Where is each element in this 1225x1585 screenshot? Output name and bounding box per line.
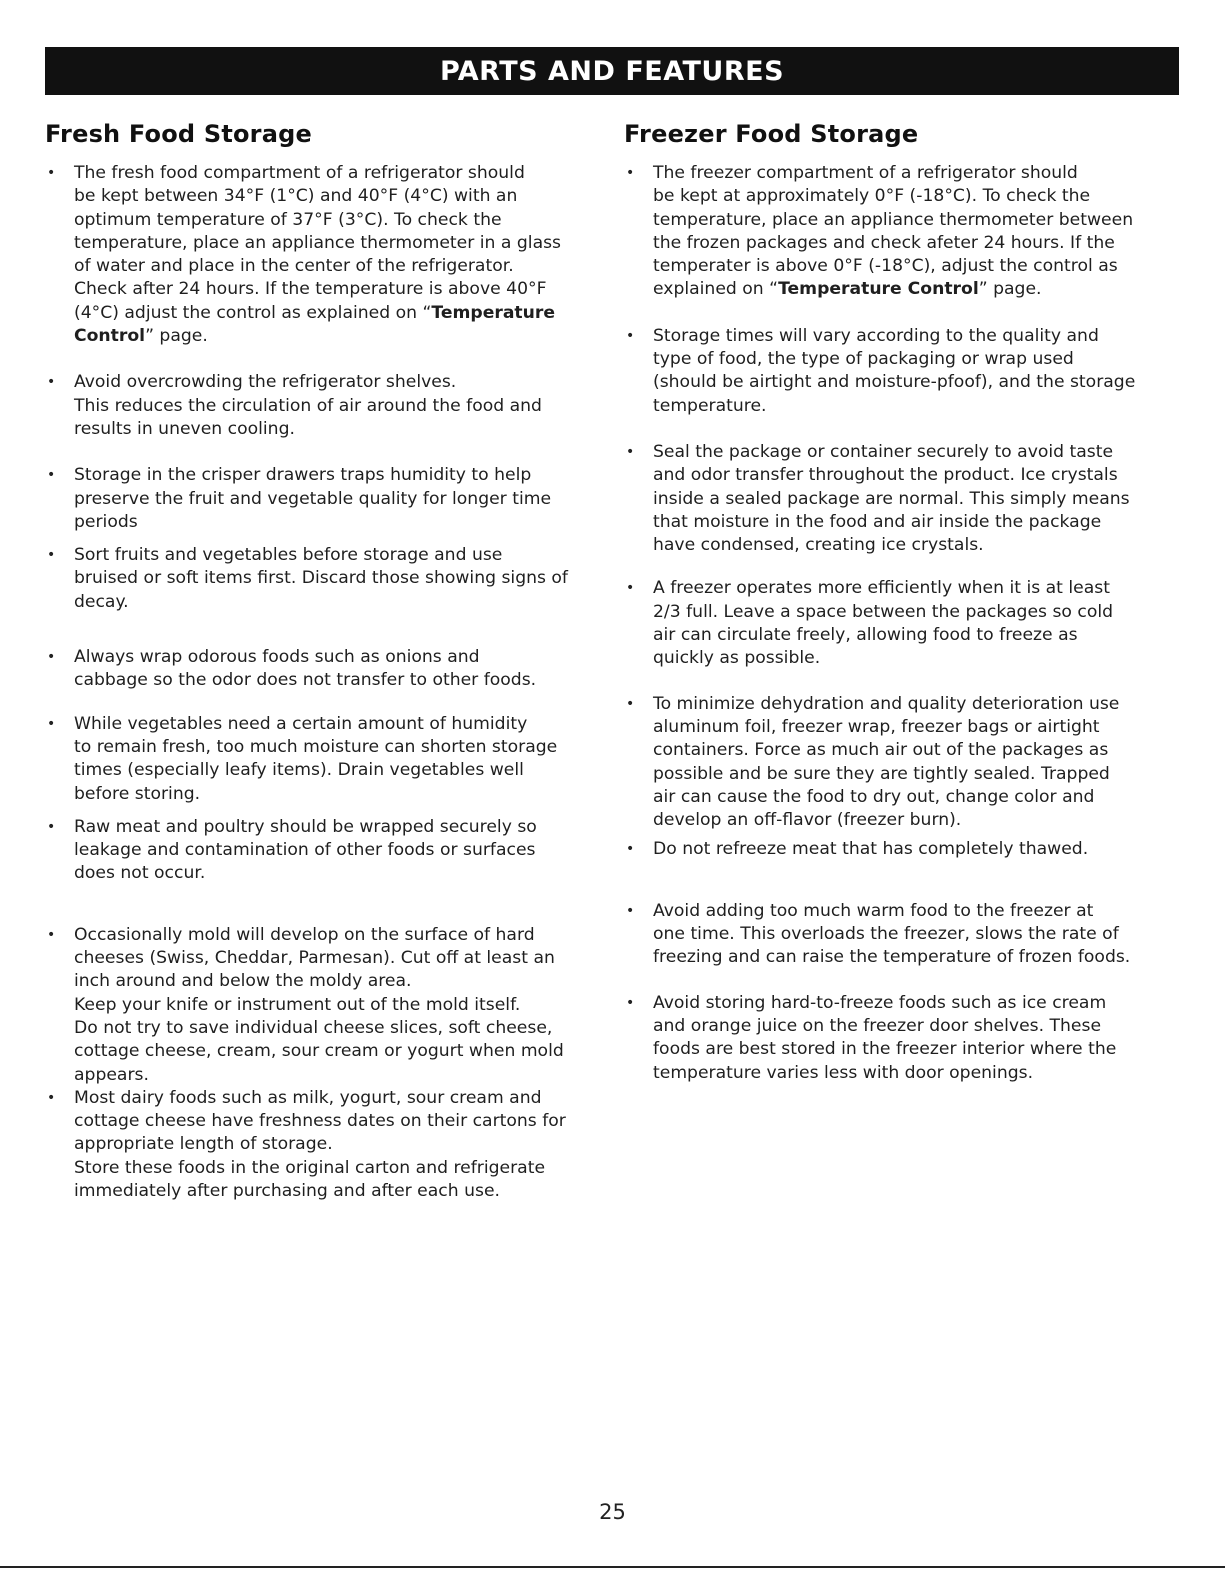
line-text: ” page. bbox=[978, 279, 1042, 300]
line-text: ” page. bbox=[145, 326, 208, 347]
line: aluminum foil, freezer wrap, freezer bags or airtight bbox=[653, 716, 1100, 737]
line: develop an off-flavor (freezer burn). bbox=[653, 810, 962, 831]
page-header-title: PARTS AND FEATURES bbox=[439, 55, 785, 87]
line: • Most dairy foods such as milk, yogurt, sour cream and bbox=[74, 1087, 542, 1108]
list-item bbox=[624, 441, 1184, 557]
line: air can cause the food to dry out, change color and bbox=[653, 786, 1095, 807]
list-item bbox=[45, 371, 615, 441]
line: • Avoid overcrowding the refrigerator shelves. bbox=[74, 372, 457, 393]
line: optimum temperature of 37°F (3°C). To check the bbox=[74, 209, 502, 230]
line: the frozen packages and check afeter 24 hours. If the bbox=[653, 232, 1115, 253]
line: possible and be sure they are tightly sealed. Trapped bbox=[653, 763, 1110, 784]
line: • Storage in the crisper drawers traps humidity to help bbox=[74, 465, 532, 486]
line: periods bbox=[74, 511, 138, 532]
fresh-food-list bbox=[45, 162, 615, 1203]
line: This reduces the circulation of air around the food and bbox=[74, 395, 542, 416]
list-item bbox=[624, 992, 1184, 1085]
line: be kept at approximately 0°F (-18°C). To check the bbox=[653, 186, 1091, 207]
line: before storing. bbox=[74, 783, 201, 804]
line: inside a sealed package are normal. This simply means bbox=[653, 488, 1130, 509]
temperature-control-reference: Control bbox=[74, 326, 146, 347]
line: • Avoid adding too much warm food to the freezer at bbox=[653, 900, 1094, 921]
line: 2/3 full. Leave a space between the packages so cold bbox=[653, 601, 1114, 622]
list-item bbox=[45, 162, 615, 348]
line: foods are best stored in the freezer interior where the bbox=[653, 1039, 1117, 1060]
line: temperature varies less with door openings. bbox=[653, 1062, 1034, 1083]
line bbox=[653, 278, 1184, 301]
list-item bbox=[624, 693, 1184, 833]
list-item bbox=[45, 1087, 615, 1203]
line: bruised or soft items first. Discard those showing signs of bbox=[74, 568, 568, 589]
freezer-food-list bbox=[624, 162, 1184, 1085]
line: cottage cheese, cream, sour cream or yogurt when mold bbox=[74, 1041, 564, 1062]
fresh-food-title: Fresh Food Storage bbox=[45, 120, 312, 148]
line-text: (4°C) adjust the control as explained on “ bbox=[74, 302, 432, 323]
freezer-food-section bbox=[624, 120, 1184, 1085]
line: cottage cheese have freshness dates on their cartons for bbox=[74, 1111, 566, 1132]
list-item bbox=[45, 713, 615, 806]
fresh-food-section bbox=[45, 120, 615, 1203]
line: Keep your knife or instrument out of the mold itself. bbox=[74, 994, 521, 1015]
line: to remain fresh, too much moisture can shorten storage bbox=[74, 736, 558, 757]
line: freezing and can raise the temperature of frozen foods. bbox=[653, 947, 1131, 968]
list-item bbox=[45, 924, 615, 1087]
line: containers. Force as much air out of the packages as bbox=[653, 740, 1109, 761]
page-number: 25 bbox=[599, 1500, 626, 1524]
line: • The fresh food compartment of a refrigerator should bbox=[74, 163, 525, 183]
list-item bbox=[624, 162, 1184, 302]
line: temperater is above 0°F (-18°C), adjust the control as bbox=[653, 256, 1118, 277]
line bbox=[74, 325, 615, 348]
line: temperature, place an appliance thermometer between bbox=[653, 209, 1134, 230]
line: be kept between 34°F (1°C) and 40°F (4°C) with an bbox=[74, 186, 518, 207]
line: Check after 24 hours. If the temperature is above 40°F bbox=[74, 279, 547, 300]
line: cabbage so the odor does not transfer to other foods. bbox=[74, 670, 537, 691]
line: appropriate length of storage. bbox=[74, 1134, 333, 1155]
line: temperature. bbox=[653, 395, 767, 416]
line: immediately after purchasing and after each use. bbox=[74, 1180, 500, 1201]
line: have condensed, creating ice crystals. bbox=[653, 535, 984, 556]
line: Do not try to save individual cheese slices, soft cheese, bbox=[74, 1017, 553, 1038]
line: inch around and below the moldy area. bbox=[74, 971, 412, 992]
line: type of food, the type of packaging or wrap used bbox=[653, 349, 1074, 370]
line: • The freezer compartment of a refrigerator should bbox=[653, 163, 1078, 183]
line: temperature, place an appliance thermometer in a glass bbox=[74, 232, 562, 253]
line: results in uneven cooling. bbox=[74, 418, 295, 439]
line: preserve the fruit and vegetable quality for longer time bbox=[74, 488, 552, 509]
list-item bbox=[624, 900, 1184, 970]
line: • Raw meat and poultry should be wrapped securely so bbox=[74, 816, 537, 837]
line: • To minimize dehydration and quality deterioration use bbox=[653, 693, 1120, 714]
line: quickly as possible. bbox=[653, 648, 821, 669]
list-item bbox=[624, 325, 1184, 418]
temperature-control-reference: Temperature bbox=[431, 302, 556, 323]
line: of water and place in the center of the refrigerator. bbox=[74, 256, 514, 277]
list-item bbox=[45, 816, 615, 886]
line: • Occasionally mold will develop on the surface of hard bbox=[74, 924, 535, 945]
line: appears. bbox=[74, 1064, 149, 1085]
line bbox=[74, 302, 615, 325]
line: • Sort fruits and vegetables before storage and use bbox=[74, 545, 503, 566]
page-header-banner bbox=[45, 47, 1179, 95]
line: (should be airtight and moisture-pfoof), and the storage bbox=[653, 372, 1136, 393]
line: and odor transfer throughout the product. Ice crystals bbox=[653, 465, 1118, 486]
list-item bbox=[624, 577, 1184, 670]
line: • Storage times will vary according to the quality and bbox=[653, 325, 1099, 346]
line: times (especially leafy items). Drain vegetables well bbox=[74, 760, 524, 781]
line: does not occur. bbox=[74, 863, 206, 884]
list-item bbox=[45, 646, 615, 693]
line: one time. This overloads the freezer, slows the rate of bbox=[653, 924, 1119, 945]
line-text: explained on “ bbox=[653, 279, 779, 300]
list-item bbox=[45, 464, 615, 534]
line: • Always wrap odorous foods such as onions and bbox=[74, 647, 480, 668]
line: and orange juice on the freezer door shelves. These bbox=[653, 1015, 1102, 1036]
line: decay. bbox=[74, 591, 129, 612]
line: • Seal the package or container securely to avoid taste bbox=[653, 441, 1114, 462]
line: cheeses (Swiss, Cheddar, Parmesan). Cut off at least an bbox=[74, 948, 555, 969]
line: • Do not refreeze meat that has completely thawed. bbox=[653, 839, 1089, 860]
list-item bbox=[624, 838, 1184, 861]
line: air can circulate freely, allowing food to freeze as bbox=[653, 625, 1078, 646]
line: that moisture in the food and air inside the package bbox=[653, 511, 1102, 532]
freezer-food-title: Freezer Food Storage bbox=[624, 120, 919, 148]
line: leakage and contamination of other foods or surfaces bbox=[74, 840, 536, 861]
line: • A freezer operates more efficiently when it is at least bbox=[653, 578, 1110, 599]
bottom-divider bbox=[0, 1566, 1225, 1568]
list-item bbox=[45, 544, 615, 614]
temperature-control-reference: Temperature Control bbox=[778, 279, 979, 300]
line: Store these foods in the original carton and refrigerate bbox=[74, 1157, 546, 1178]
line: • Avoid storing hard-to-freeze foods such as ice cream bbox=[653, 992, 1107, 1013]
line: • While vegetables need a certain amount of humidity bbox=[74, 713, 528, 734]
